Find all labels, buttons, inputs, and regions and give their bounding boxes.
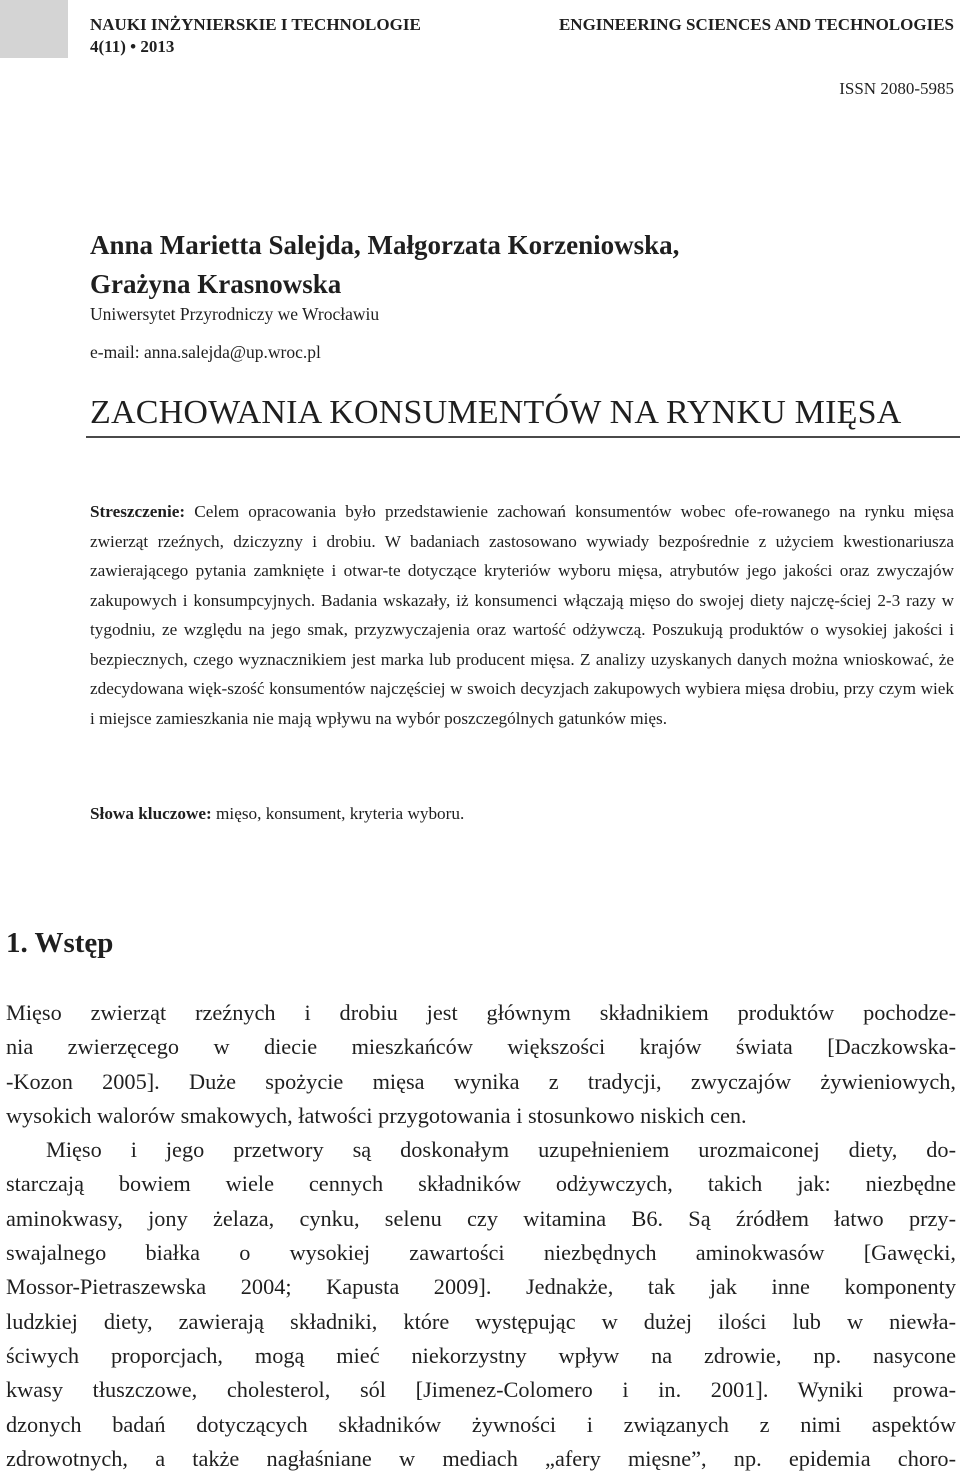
keywords-label: Słowa kluczowe: <box>90 804 212 823</box>
issn-number: ISSN 2080-5985 <box>839 79 954 98</box>
body-line: zdrowotnych, a także nagłaśniane w mediach „afery mięsne”, np. epidemia choro- <box>6 1445 956 1471</box>
author-list <box>90 226 679 304</box>
section-body <box>6 996 956 1476</box>
journal-issue: 4(11) • 2013 <box>90 37 175 56</box>
body-line: swajalnego białka o wysokiej zawartości niezbędnych aminokwasów [Gawęcki, <box>6 1240 956 1266</box>
title-divider <box>86 436 960 438</box>
body-line: ludzkiej diety, zawierają składniki, które występując w dużej ilości lub w niewła- <box>6 1308 956 1334</box>
corner-gray-block <box>0 0 68 58</box>
abstract-text: Celem opracowania było przedstawienie zachowań konsumentów wobec ofe-rowanego na rynku mięsa zwierząt rzeźnych, dziczyzny i drobiu. W badaniach zastosowano wywiady bezpośrednie z użyciem kwestionariusza zawierającego pytania zamknięte i otwar-te dotyczące kryteriów wyboru mięsa, atrybutów jego jakości oraz zwyczajów zakupowych i konsumpcyjnych. Badania wskazały, iż konsumenci włączają mięso do swojej diety najczę-ściej 2-3 razy w tygodniu, ze względu na jego smak, przyzwyczajenia oraz wartość odżywczą. Poszukują produktów o wysokiej jakości i bezpiecznych, czego wyznacznikiem jest marka lub producent mięsa. Z analizy uzyskanych danych można wnioskować, że zdecydowana więk-szość konsumentów najczęściej w swoich decyzjach zakupowych wybiera mięsa drobiu, przy czym wiek i miejsce zamieszkania nie mają wpływu na wybór poszczególnych gatunków mięs. <box>90 502 954 728</box>
body-line: aminokwasy, jony żelaza, cynku, selenu czy witamina B6. Są źródłem łatwo przy- <box>6 1205 956 1231</box>
body-line: wysokich walorów smakowych, łatwości przygotowania i stosunkowo niskich cen. <box>6 1102 747 1128</box>
paper-title: ZACHOWANIA KONSUMENTÓW NA RYNKU MIĘSA <box>90 394 902 431</box>
body-line: Mięso i jego przetwory są doskonałym uzupełnieniem urozmaiconej diety, do- <box>46 1137 956 1163</box>
body-line: nia zwierzęcego w diecie mieszkańców większości krajów świata [Daczkowska- <box>6 1034 956 1060</box>
body-line: Mięso zwierząt rzeźnych i drobiu jest głównym składnikiem produktów pochodze- <box>6 1000 956 1025</box>
author-affiliation: Uniwersytet Przyrodniczy we Wrocławiu <box>90 304 380 324</box>
keywords <box>90 799 954 829</box>
body-line: ściwych proporcjach, mogą mieć niekorzystny wpływ na zdrowie, np. nasycone <box>6 1342 956 1368</box>
authors-line-2: Grażyna Krasnowska <box>90 269 342 299</box>
body-line: -Kozon 2005]. Duże spożycie mięsa wynika z tradycji, zwyczajów żywieniowych, <box>6 1068 956 1094</box>
author-email-line <box>90 341 321 363</box>
authors-line-1: Anna Marietta Salejda, Małgorzata Korzeniowska, <box>90 230 680 260</box>
body-line: starczają bowiem wiele cennych składników odżywczych, takich jak: niezbędne <box>6 1171 956 1197</box>
email-address[interactable]: anna.salejda@up.wroc.pl <box>143 342 321 362</box>
keywords-text: mięso, konsument, kryteria wyboru. <box>216 804 465 823</box>
abstract <box>90 497 954 733</box>
section-heading: 1. Wstęp <box>6 927 114 959</box>
body-line: dzonych badań dotyczących składników żywności i związanych z nimi aspektów <box>6 1411 956 1437</box>
journal-header-left <box>90 14 421 58</box>
journal-name-polish: NAUKI INŻYNIERSKIE I TECHNOLOGIE <box>90 15 421 34</box>
body-line: kwasy tłuszczowe, cholesterol, sól [Jimenez-Colomero i in. 2001]. Wyniki prowa- <box>6 1377 956 1403</box>
abstract-label: Streszczenie: <box>90 502 186 521</box>
journal-name-english: ENGINEERING SCIENCES AND TECHNOLOGIES <box>558 15 954 34</box>
body-line: Mossor-Pietraszewska 2004; Kapusta 2009]. Jednakże, tak jak inne komponenty <box>6 1274 956 1300</box>
email-label: e-mail: <box>90 342 140 362</box>
